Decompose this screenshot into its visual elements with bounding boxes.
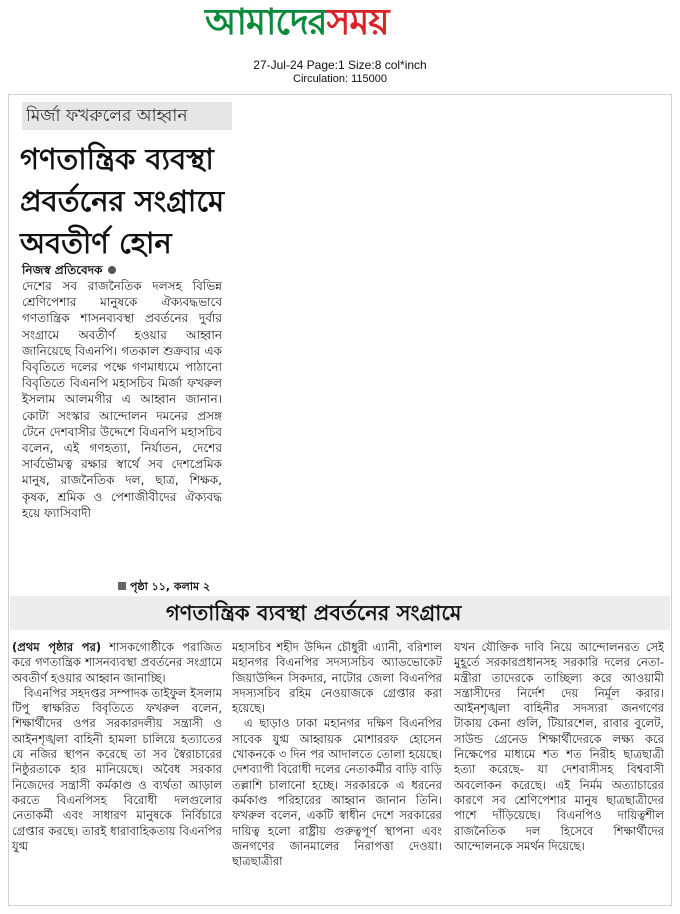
column-paragraph: যখন যৌক্তিক দাবি নিয়ে আন্দোলনরত সেই মুহূর্তে সরকারপ্রধানসহ সরকারি দলের নেতা-মন্ত্রীরা তাদেরকে তাচ্ছিল্য করে আওয়ামী সন্ত্রাসীদের নির্দেশ দেয় নির্মূল করার। আইনশৃঙ্খলা বাহিনীর সদস্যরা জনগণের টাকায় কেনা গুলি, টিয়ারশেল, রাবার বুলেট, সাউন্ড গ্রেনেড শিক্ষার্থীদেরকে লক্ষ্য করে নিক্ষেপের মাধ্যমে শত শত নিরীহ ছাত্রছাত্রী হত্যা করেছে- যা দেশবাসীসহ বিশ্ববাসী অবলোকন করেছে। এই নির্মম অত্যাচারের কারণে সব শ্রেণিপেশার মানুষ ছাত্রছাত্রীদের পাশে দাঁড়িয়েছে। বিএনপিও দায়িত্বশীল রাজনৈতিক দল হিসেবে শিক্ষার্থীদের আন্দোলনকে সমর্থন দিয়েছে। (454, 640, 664, 853)
jump-reference (118, 578, 210, 597)
paragraph-text: শাসকগোষ্ঠীকে পরাজিত করে গণতান্ত্রিক শাসনব্যবস্থা প্রবর্তনের সংগ্রামে অবতীর্ণ হওয়ার আহ্বান জানাচ্ছি। (12, 640, 222, 685)
headline-line-2: প্রবর্তনের সংগ্রামে (20, 184, 225, 218)
column-paragraph: বিএনপির সহদপ্তর সম্পাদক তাইফুল ইসলাম টিপু স্বাক্ষরিত বিবৃতিতে ফখরুল বলেন, শিক্ষার্থীদের ওপর সরকারদলীয় সন্ত্রাসী ও আইনশৃঙ্খলা বাহিনী হামলা চালিয়ে হত্যাতের যে নজির স্থাপন করেছে তা সব স্বৈরাচারের নিষ্ঠুরতাকে হার মানিয়েছে। অবৈধ সরকার নিজেদের সন্ত্রাসী কর্মকাণ্ড ও ব্যর্থতা আড়াল করতে বিএনপিসহ বিরোধী দলগুলোর নেতাকর্মী এবং সাধারণ মানুষকে নির্বিচারে গ্রেপ্তার করছে। তারই ধারাবাহিকতায় বিএনপির যুগ্ম (12, 685, 222, 853)
column-paragraph (12, 640, 222, 686)
headline-line-3: অবতীর্ণ হোন (20, 226, 172, 260)
continuation-title: গণতান্ত্রিক ব্যবস্থা প্রবর্তনের সংগ্রামে (166, 601, 462, 625)
continuation-column-1 (12, 640, 222, 895)
jump-text: পৃষ্ঠা ১১, কলাম ২ (130, 580, 211, 593)
byline-text: নিজস্ব প্রতিবেদক (22, 263, 103, 277)
bullet-icon (108, 266, 116, 274)
clipping-date-line: 27-Jul-24 Page:1 Size:8 col*inch (253, 58, 427, 72)
square-bullet-icon (118, 582, 126, 590)
masthead (0, 0, 680, 48)
headline-line-1: গণতান্ত্রিক ব্যবস্থা (20, 142, 214, 176)
column-paragraph: মহাসচিব শহীদ উদ্দিন চৌধুরী এ্যানী, বরিশাল মহানগর বিএনপির সদস্যসচিব অ্যাডভোকেট জিয়াউদ্দিন সিকদার, নাটোর জেলা বিএনপির সদস্যসচিব রহিম নেওয়াজকে গ্রেপ্তার করা হয়েছে। (232, 640, 442, 716)
logo-text-part1: আমাদের (205, 2, 327, 43)
column-paragraph: এ ছাড়াও ঢাকা মহানগর দক্ষিণ বিএনপির সাবেক যুগ্ম আহ্বায়ক মোশাররফ হোসেন খোকনকে ৩ দিন পর আদালতে তোলা হয়েছে। দেশব্যাপী বিরোধী দলের নেতাকর্মীর বাড়ি বাড়ি তল্লাশি চালানো হচ্ছে। সরকারকে এ ধরনের কর্মকাণ্ড পরিহারের আহ্বান জানান তিনি। ফখরুল বলেন, একটি স্বাধীন দেশে সরকারের দায়িত্ব হলো রাষ্ট্রীয় গুরুত্বপূর্ণ স্থাপনা এবং জনগণের জানমালের নিরাপত্তা দেওয়া। ছাত্রছাত্রীরা (232, 716, 442, 869)
continuation-title-bar (10, 596, 670, 630)
continued-from-marker: (প্রথম পৃষ্ঠার পর) (12, 640, 102, 654)
logo-text-part2: সময় (326, 2, 389, 43)
continuation-column-2 (232, 640, 442, 895)
newspaper-logo (205, 0, 389, 46)
lead-paragraph: দেশের সব রাজনৈতিক দলসহ বিভিন্ন শ্রেণিপেশার মানুষকে ঐক্যবদ্ধভাবে গণতান্ত্রিক শাসনব্যবস্থা প্রবর্তনের দুর্বার সংগ্রামে অবতীর্ণ হওয়ার আহ্বান জানিয়েছে বিএনপি। গতকাল শুক্রবার এক বিবৃতিতে দলের পক্ষে গণমাধ্যমে পাঠানো বিবৃতিতে বিএনপি মহাসচিব মির্জা ফখরুল ইসলাম আলমগীর এ আহ্বান জানান। কোটা সংস্কার আন্দোলন দমনের প্রসঙ্গ টেনে দেশবাসীর উদ্দেশে বিএনপি মহাসচিব বলেন, এই গণহত্যা, নির্যাতন, দেশের সার্বভৌমত্ব রক্ষার স্বার্থে সব দেশপ্রেমিক মানুষ, রাজনৈতিক দল, ছাত্র, শিক্ষক, কৃষক, শ্রমিক ও পেশাজীবীদের ঐক্যবদ্ধ হয়ে ফ্যাসিবাদী (22, 279, 222, 520)
article-kicker: মির্জা ফখরুলের আহ্বান (22, 102, 232, 130)
continuation-column-3 (454, 640, 664, 895)
circulation-line: Circulation: 115000 (293, 73, 387, 85)
